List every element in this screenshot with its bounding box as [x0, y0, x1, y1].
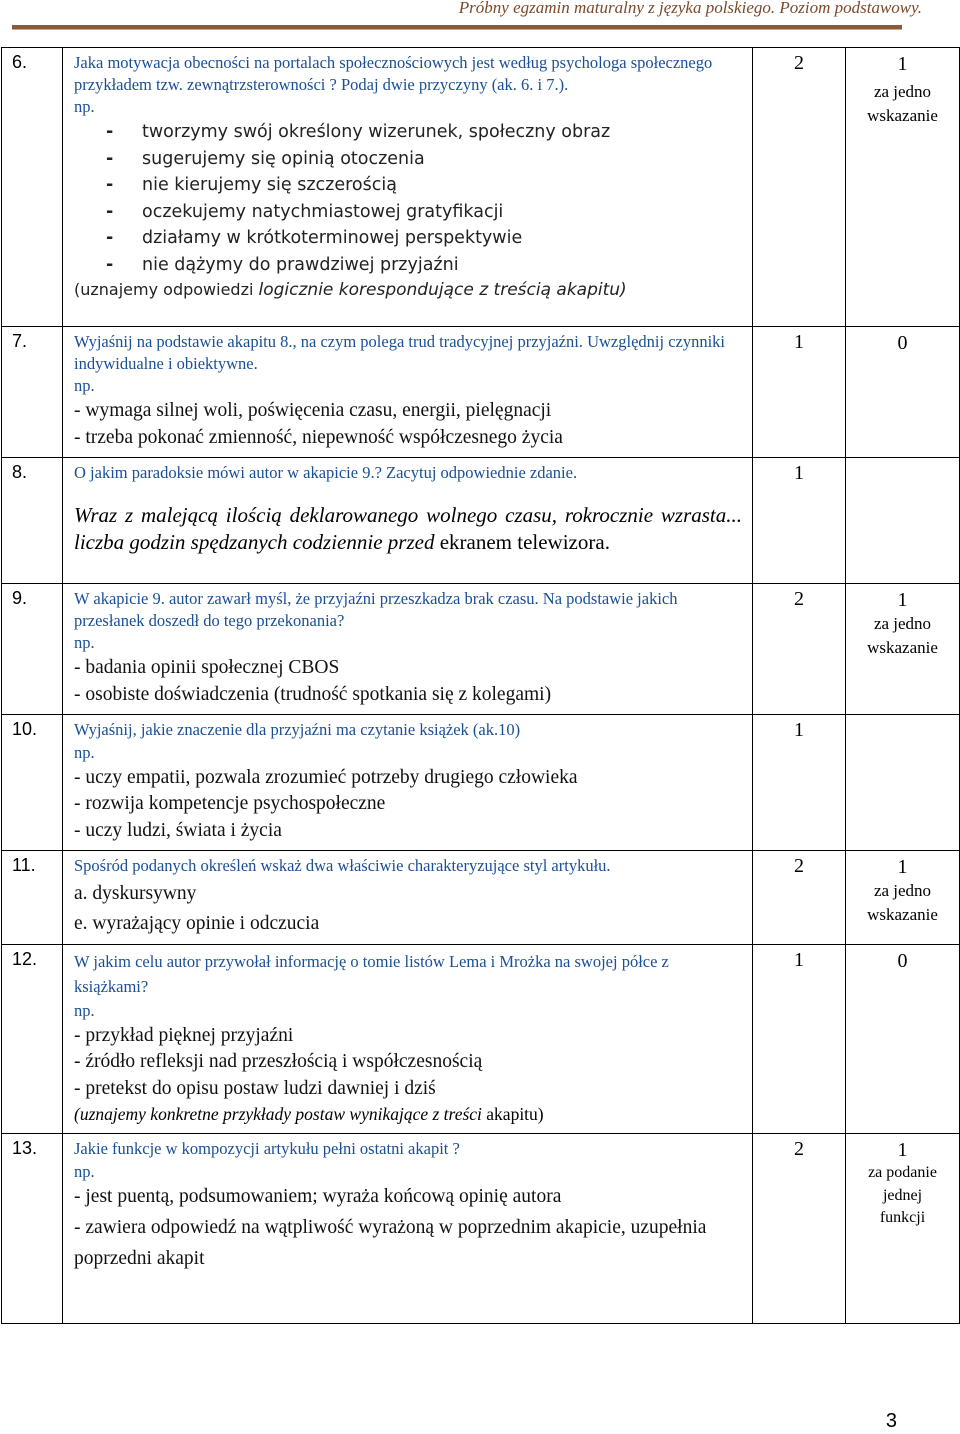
np-label: np.	[74, 1161, 95, 1181]
quote-italic: Wraz z malejącą ilością deklarowanego wolnego czasu, rokrocznie wzrasta... liczba godzin spędzanych codziennie przed	[74, 502, 742, 554]
question-number: 11.	[2, 851, 63, 945]
criteria-cell	[846, 944, 960, 1134]
criteria-cell	[846, 458, 960, 584]
points-cell: 1	[753, 944, 846, 1134]
answer-line: - trzeba pokonać zmienność, niepewność współczesnego życia	[74, 426, 563, 448]
np-label: np.	[74, 1000, 95, 1020]
table-row	[2, 327, 960, 458]
question-cell	[63, 851, 753, 945]
points-cell: 2	[753, 48, 846, 327]
np-label: np.	[74, 97, 95, 116]
header-title: Próbny egzamin maturalny z języka polskiego. Poziom podstawowy.	[458, 0, 922, 17]
answer-list	[74, 119, 742, 279]
points-cell: 1	[753, 458, 846, 584]
criteria-points: 0	[897, 332, 908, 354]
points-cell: 1	[753, 715, 846, 851]
page-header	[0, 0, 960, 24]
np-label: np.	[74, 633, 95, 652]
quote-block	[74, 502, 742, 556]
criteria-points: 1	[897, 589, 908, 611]
question-cell	[63, 584, 753, 715]
header-rule	[12, 25, 902, 30]
question-cell	[63, 944, 753, 1134]
question-text: Wyjaśnij, jakie znaczenie dla przyjaźni ma czytanie książek (ak.10)	[74, 720, 521, 739]
answer-line: - pretekst do opisu postaw ludzi dawniej i dziś	[74, 1077, 436, 1099]
points-cell: 1	[753, 327, 846, 458]
criteria-cell	[846, 584, 960, 715]
question-number: 13.	[2, 1134, 63, 1324]
answer-line: - źródło refleksji nad przeszłością i współczesnością	[74, 1051, 483, 1072]
question-number: 10.	[2, 715, 63, 851]
question-cell	[63, 327, 753, 458]
question-cell	[63, 48, 753, 327]
question-number: 8.	[2, 458, 63, 584]
question-text: O jakim paradoksie mówi autor w akapicie 9.? Zacytuj odpowiednie zdanie.	[74, 463, 578, 482]
question-number: 6.	[2, 48, 63, 327]
table-row	[2, 584, 960, 715]
note-italic: logicznie korespondujące z treścią akapitu)	[258, 279, 627, 300]
criteria-note: za jedno wskazanie	[867, 881, 938, 924]
criteria-note: za jedno wskazanie	[867, 614, 938, 657]
question-number: 7.	[2, 327, 63, 458]
criteria-cell	[846, 715, 960, 851]
acceptance-note	[74, 279, 742, 301]
table-row	[2, 48, 960, 327]
question-text: W jakim celu autor przywołał informację o tomie listów Lema i Mrożka na swojej półce z książkami?	[74, 951, 669, 996]
answer-line: e. wyrażający opinie i odczucia	[74, 913, 320, 934]
answer-line: - jest puentą, podsumowaniem; wyraża końcową opinię autora	[74, 1185, 562, 1207]
criteria-points: 0	[897, 949, 908, 972]
question-text: Wyjaśnij na podstawie akapitu 8., na czym polega trud tradycyjnej przyjaźni. Uwzględnij czynniki indywidualne i obiektywne.	[74, 332, 726, 373]
table-row	[2, 944, 960, 1134]
answer-line: - badania opinii społecznej CBOS	[74, 657, 340, 678]
quote-tail: ekranem telewizora.	[439, 529, 610, 554]
points-cell: 2	[753, 584, 846, 715]
page-number: 3	[885, 1410, 897, 1432]
note-plain: (uznajemy odpowiedzi	[74, 279, 254, 299]
answer-item: - tworzymy swój określony wizerunek, społeczny obraz	[106, 119, 742, 146]
criteria-cell	[846, 327, 960, 458]
acceptance-note	[74, 1102, 742, 1127]
answer-line: - wymaga silnej woli, poświęcenia czasu, energii, pielęgnacji	[74, 400, 552, 421]
answer-line: - osobiste doświadczenia (trudność spotkania się z kolegami)	[74, 683, 552, 705]
answer-item: - sugerujemy się opinią otoczenia	[106, 146, 742, 173]
criteria-points: 1	[897, 53, 908, 75]
table-row	[2, 851, 960, 945]
points-cell: 2	[753, 1134, 846, 1324]
criteria-note: za podanie jednej funkcji	[868, 1164, 937, 1226]
answer-item: - nie kierujemy się szczerością	[106, 172, 742, 199]
question-text: W akapicie 9. autor zawarł myśl, że przyjaźni przeszkadza brak czasu. Na podstawie jakich przesłanek doszedł do tego przekonania?	[74, 589, 678, 630]
answer-line: - zawiera odpowiedź na wątpliwość wyrażoną w poprzednim akapicie, uzupełnia poprzedni akapit	[74, 1217, 707, 1269]
question-text: Jakie funkcje w kompozycji artykułu pełni ostatni akapit ?	[74, 1139, 460, 1158]
table-row	[2, 715, 960, 851]
criteria-points: 1	[897, 856, 908, 878]
note-italic: (uznajemy konkretne przykłady postaw wynikające z treści	[74, 1104, 482, 1124]
table-row	[2, 1134, 960, 1324]
question-cell	[63, 1134, 753, 1324]
table-row	[2, 458, 960, 584]
criteria-cell	[846, 1134, 960, 1324]
note-plain: akapitu)	[486, 1104, 544, 1124]
question-number: 9.	[2, 584, 63, 715]
criteria-cell	[846, 48, 960, 327]
answer-item: - nie dążymy do prawdziwej przyjaźni	[106, 252, 742, 279]
criteria-points: 1	[897, 1139, 908, 1161]
answer-item: - działamy w krótkoterminowej perspektywie	[106, 225, 742, 252]
points-cell: 2	[753, 851, 846, 945]
question-text: Spośród podanych określeń wskaż dwa właściwie charakteryzujące styl artykułu.	[74, 856, 611, 875]
answer-line: - rozwija kompetencje psychospołeczne	[74, 793, 386, 814]
answer-line: a. dyskursywny	[74, 882, 197, 904]
answer-line: - uczy ludzi, świata i życia	[74, 819, 282, 841]
answer-key-table	[1, 47, 960, 1324]
answer-line: - uczy empatii, pozwala zrozumieć potrzeby drugiego człowieka	[74, 766, 578, 788]
criteria-note: za jedno wskazanie	[867, 82, 938, 125]
question-cell	[63, 715, 753, 851]
answer-line: - przykład pięknej przyjaźni	[74, 1024, 294, 1046]
criteria-cell	[846, 851, 960, 945]
answer-item: - oczekujemy natychmiastowej gratyfikacji	[106, 199, 742, 226]
np-label: np.	[74, 742, 95, 762]
question-cell	[63, 458, 753, 584]
question-text: Jaka motywacja obecności na portalach społecznościowych jest według psychologa społecznego przykładem tzw. zewnątrzsterowności ? Podaj dwie przyczyny (ak. 6. i 7.).	[74, 53, 713, 94]
question-number: 12.	[2, 944, 63, 1134]
np-label: np.	[74, 376, 95, 395]
